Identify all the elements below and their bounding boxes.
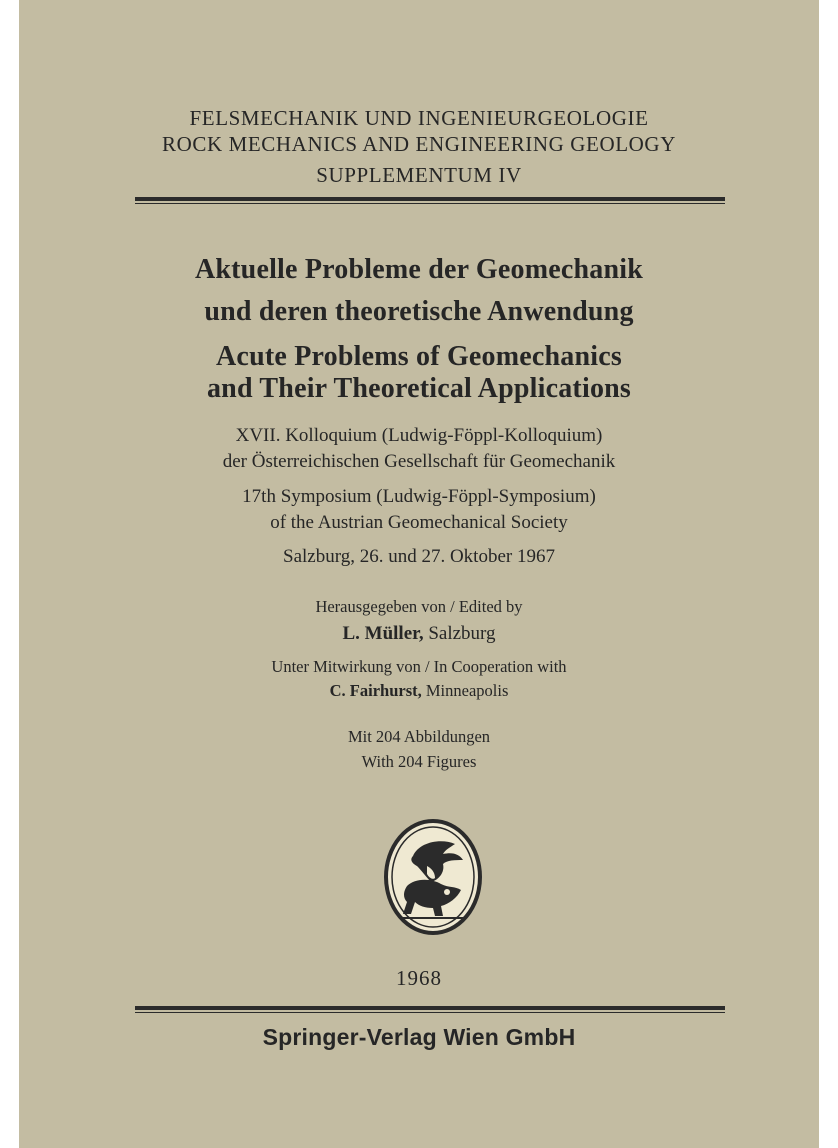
place-and-date: Salzburg, 26. und 27. Oktober 1967 xyxy=(283,546,555,567)
editor-place: Salzburg xyxy=(428,623,496,644)
editor-name: L. Müller, xyxy=(342,623,424,644)
series-supplement: SUPPLEMENTUM IV xyxy=(316,163,522,187)
figures-german: Mit 204 Abbildungen xyxy=(347,727,491,746)
cooperation-line xyxy=(19,680,819,702)
publisher-name: Springer-Verlag Wien GmbH xyxy=(262,1024,576,1050)
publication-year: 1968 xyxy=(396,966,442,990)
symposium-english-line-2: of the Austrian Geomechanical Society xyxy=(270,512,568,533)
edited-by-label: Herausgegeben von / Edited by xyxy=(315,597,523,616)
colloquium-german-line-2: der Österreichischen Gesellschaft für Geomechanik xyxy=(222,451,616,472)
cooperation-label: Unter Mitwirkung von / In Cooperation with xyxy=(271,657,567,676)
title-english-line-2: and Their Theoretical Applications xyxy=(206,373,632,404)
editor-line xyxy=(19,622,819,646)
title-german-line-1: Aktuelle Probleme der Geomechanik xyxy=(194,254,644,285)
springer-knight-emblem-icon xyxy=(383,818,483,936)
symposium-english-line-1: 17th Symposium (Ludwig-Föppl-Symposium) xyxy=(242,486,596,507)
colloquium-german-line-1: XVII. Kolloquium (Ludwig-Föppl-Kolloquium) xyxy=(235,425,603,446)
title-english-line-1: Acute Problems of Geomechanics xyxy=(216,341,622,372)
bottom-double-rule xyxy=(135,1006,725,1013)
top-double-rule xyxy=(135,197,725,204)
title-german-line-2: und deren theoretische Anwendung xyxy=(204,296,634,327)
figures-english: With 204 Figures xyxy=(361,752,477,771)
book-cover xyxy=(19,0,819,1148)
series-title-german: FELSMECHANIK UND INGENIEURGEOLOGIE xyxy=(189,106,649,130)
cooperation-place: Minneapolis xyxy=(425,681,509,700)
cooperation-name: C. Fairhurst, xyxy=(329,681,422,700)
series-title-english: ROCK MECHANICS AND ENGINEERING GEOLOGY xyxy=(162,132,676,156)
